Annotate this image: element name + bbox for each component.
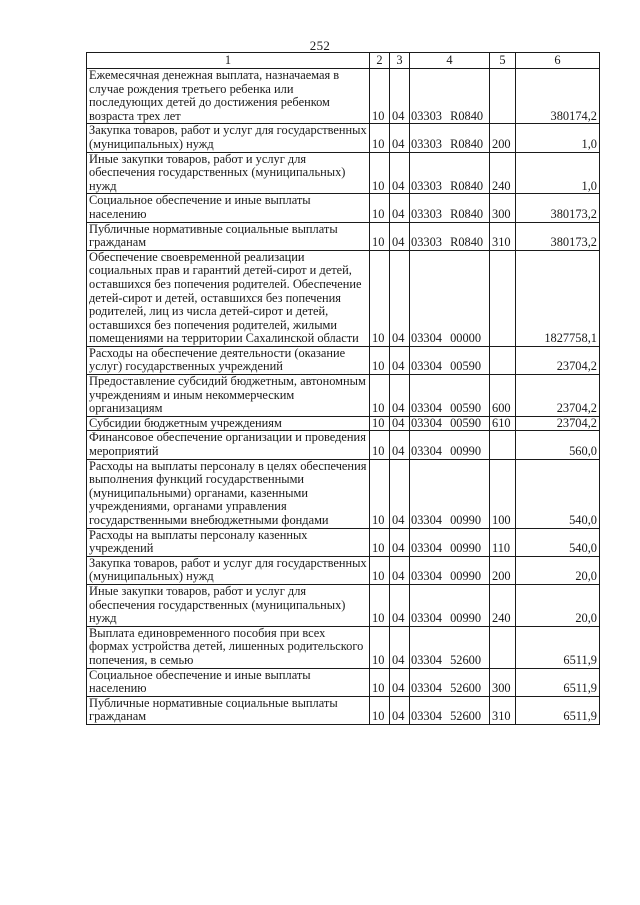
row-name-cell: Выплата единовременного пособия при всех формах устройства детей, лишенных родительского попечения, в семью	[87, 626, 370, 668]
table-header	[87, 53, 600, 69]
row-article-cell: 03304 52600	[410, 626, 490, 668]
row-amount-cell: 6511,9	[516, 626, 600, 668]
row-amount-cell: 1827758,1	[516, 250, 600, 346]
row-section-cell: 10	[370, 584, 390, 626]
row-expense-type-cell: 200	[490, 556, 516, 584]
row-amount-cell: 23704,2	[516, 416, 600, 431]
row-expense-type-cell	[490, 250, 516, 346]
header-col-6: 6	[516, 53, 600, 69]
row-section-cell: 10	[370, 346, 390, 374]
row-amount-cell: 560,0	[516, 431, 600, 459]
row-expense-type-cell: 100	[490, 459, 516, 528]
row-section-cell: 10	[370, 668, 390, 696]
row-expense-type-cell: 240	[490, 152, 516, 194]
row-amount-cell: 380173,2	[516, 194, 600, 222]
row-name-cell: Закупка товаров, работ и услуг для государственных (муниципальных) нужд	[87, 556, 370, 584]
table-row	[87, 250, 600, 346]
row-subsection-cell: 04	[390, 222, 410, 250]
row-name-cell: Публичные нормативные социальные выплаты гражданам	[87, 696, 370, 724]
header-col-2: 2	[370, 53, 390, 69]
row-subsection-cell: 04	[390, 696, 410, 724]
row-name-cell: Социальное обеспечение и иные выплаты населению	[87, 668, 370, 696]
row-section-cell: 10	[370, 626, 390, 668]
row-expense-type-cell: 110	[490, 528, 516, 556]
budget-table	[86, 52, 600, 725]
header-col-1: 1	[87, 53, 370, 69]
table-row	[87, 69, 600, 124]
row-amount-cell: 20,0	[516, 556, 600, 584]
row-amount-cell: 1,0	[516, 152, 600, 194]
row-section-cell: 10	[370, 696, 390, 724]
row-expense-type-cell: 310	[490, 696, 516, 724]
row-amount-cell: 23704,2	[516, 346, 600, 374]
table-row	[87, 696, 600, 724]
row-name-cell: Расходы на обеспечение деятельности (оказание услуг) государственных учреждений	[87, 346, 370, 374]
row-subsection-cell: 04	[390, 346, 410, 374]
row-name-cell: Предоставление субсидий бюджетным, автономным учреждениям и иным некоммерческим организациям	[87, 375, 370, 417]
row-expense-type-cell: 610	[490, 416, 516, 431]
table-row	[87, 346, 600, 374]
row-expense-type-cell: 310	[490, 222, 516, 250]
table-row	[87, 528, 600, 556]
row-section-cell: 10	[370, 375, 390, 417]
row-name-cell: Закупка товаров, работ и услуг для государственных (муниципальных) нужд	[87, 124, 370, 152]
row-article-cell: 03303 R0840	[410, 194, 490, 222]
row-article-cell: 03304 00990	[410, 431, 490, 459]
row-subsection-cell: 04	[390, 250, 410, 346]
row-expense-type-cell: 200	[490, 124, 516, 152]
table-row	[87, 222, 600, 250]
row-section-cell: 10	[370, 416, 390, 431]
row-name-cell: Обеспечение своевременной реализации социальных прав и гарантий детей-сирот и детей, оставшихся без попечения родителей. Обеспечение детей-сирот и детей, оставшихся без попечения родителей, лиц из числа детей-сирот и детей, оставшихся без попечения родителей, жилыми помещениями на территории Сахалинской области	[87, 250, 370, 346]
row-article-cell: 03303 R0840	[410, 222, 490, 250]
row-expense-type-cell: 300	[490, 668, 516, 696]
table-row	[87, 584, 600, 626]
row-article-cell: 03304 00590	[410, 416, 490, 431]
row-amount-cell: 23704,2	[516, 375, 600, 417]
row-amount-cell: 380174,2	[516, 69, 600, 124]
row-name-cell: Расходы на выплаты персоналу казенных учреждений	[87, 528, 370, 556]
row-expense-type-cell	[490, 346, 516, 374]
row-subsection-cell: 04	[390, 416, 410, 431]
row-name-cell: Иные закупки товаров, работ и услуг для обеспечения государственных (муниципальных) нужд	[87, 152, 370, 194]
table-row	[87, 459, 600, 528]
row-section-cell: 10	[370, 431, 390, 459]
row-expense-type-cell	[490, 431, 516, 459]
row-amount-cell: 1,0	[516, 124, 600, 152]
row-name-cell: Ежемесячная денежная выплата, назначаемая в случае рождения третьего ребенка или последующих детей до достижения ребенком возраста трех лет	[87, 69, 370, 124]
row-section-cell: 10	[370, 250, 390, 346]
row-section-cell: 10	[370, 222, 390, 250]
row-subsection-cell: 04	[390, 69, 410, 124]
table-row	[87, 556, 600, 584]
header-row	[87, 53, 600, 69]
row-article-cell: 03304 00590	[410, 346, 490, 374]
row-amount-cell: 6511,9	[516, 668, 600, 696]
header-col-5: 5	[490, 53, 516, 69]
row-section-cell: 10	[370, 528, 390, 556]
table-row	[87, 375, 600, 417]
row-expense-type-cell	[490, 626, 516, 668]
row-article-cell: 03304 52600	[410, 668, 490, 696]
row-amount-cell: 380173,2	[516, 222, 600, 250]
row-article-cell: 03304 00990	[410, 556, 490, 584]
row-article-cell: 03303 R0840	[410, 152, 490, 194]
row-section-cell: 10	[370, 194, 390, 222]
row-subsection-cell: 04	[390, 194, 410, 222]
table-row	[87, 431, 600, 459]
row-section-cell: 10	[370, 556, 390, 584]
row-subsection-cell: 04	[390, 556, 410, 584]
row-article-cell: 03304 52600	[410, 696, 490, 724]
row-article-cell: 03304 00990	[410, 528, 490, 556]
row-expense-type-cell: 600	[490, 375, 516, 417]
row-subsection-cell: 04	[390, 528, 410, 556]
row-name-cell: Финансовое обеспечение организации и проведения мероприятий	[87, 431, 370, 459]
row-article-cell: 03304 00990	[410, 459, 490, 528]
row-name-cell: Субсидии бюджетным учреждениям	[87, 416, 370, 431]
row-section-cell: 10	[370, 152, 390, 194]
row-article-cell: 03303 R0840	[410, 69, 490, 124]
table-row	[87, 668, 600, 696]
row-subsection-cell: 04	[390, 375, 410, 417]
row-expense-type-cell: 300	[490, 194, 516, 222]
row-article-cell: 03304 00000	[410, 250, 490, 346]
header-col-3: 3	[390, 53, 410, 69]
row-subsection-cell: 04	[390, 668, 410, 696]
row-amount-cell: 540,0	[516, 459, 600, 528]
row-subsection-cell: 04	[390, 584, 410, 626]
row-name-cell: Публичные нормативные социальные выплаты гражданам	[87, 222, 370, 250]
row-article-cell: 03303 R0840	[410, 124, 490, 152]
header-col-4: 4	[410, 53, 490, 69]
row-section-cell: 10	[370, 459, 390, 528]
row-amount-cell: 20,0	[516, 584, 600, 626]
row-article-cell: 03304 00590	[410, 375, 490, 417]
row-name-cell: Расходы на выплаты персоналу в целях обеспечения выполнения функций государственными (муниципальными) органами, казенными учреждениями, органами управления государственными внебюджетными фондами	[87, 459, 370, 528]
table-row	[87, 416, 600, 431]
row-article-cell: 03304 00990	[410, 584, 490, 626]
row-subsection-cell: 04	[390, 459, 410, 528]
row-subsection-cell: 04	[390, 431, 410, 459]
table-body	[87, 69, 600, 725]
row-subsection-cell: 04	[390, 124, 410, 152]
table-row	[87, 124, 600, 152]
row-amount-cell: 540,0	[516, 528, 600, 556]
row-amount-cell: 6511,9	[516, 696, 600, 724]
row-subsection-cell: 04	[390, 626, 410, 668]
page-number: 252	[309, 38, 331, 53]
table-row	[87, 194, 600, 222]
row-expense-type-cell	[490, 69, 516, 124]
row-section-cell: 10	[370, 69, 390, 124]
row-expense-type-cell: 240	[490, 584, 516, 626]
table-row	[87, 626, 600, 668]
row-name-cell: Социальное обеспечение и иные выплаты населению	[87, 194, 370, 222]
table-row	[87, 152, 600, 194]
row-section-cell: 10	[370, 124, 390, 152]
row-subsection-cell: 04	[390, 152, 410, 194]
row-name-cell: Иные закупки товаров, работ и услуг для обеспечения государственных (муниципальных) нужд	[87, 584, 370, 626]
